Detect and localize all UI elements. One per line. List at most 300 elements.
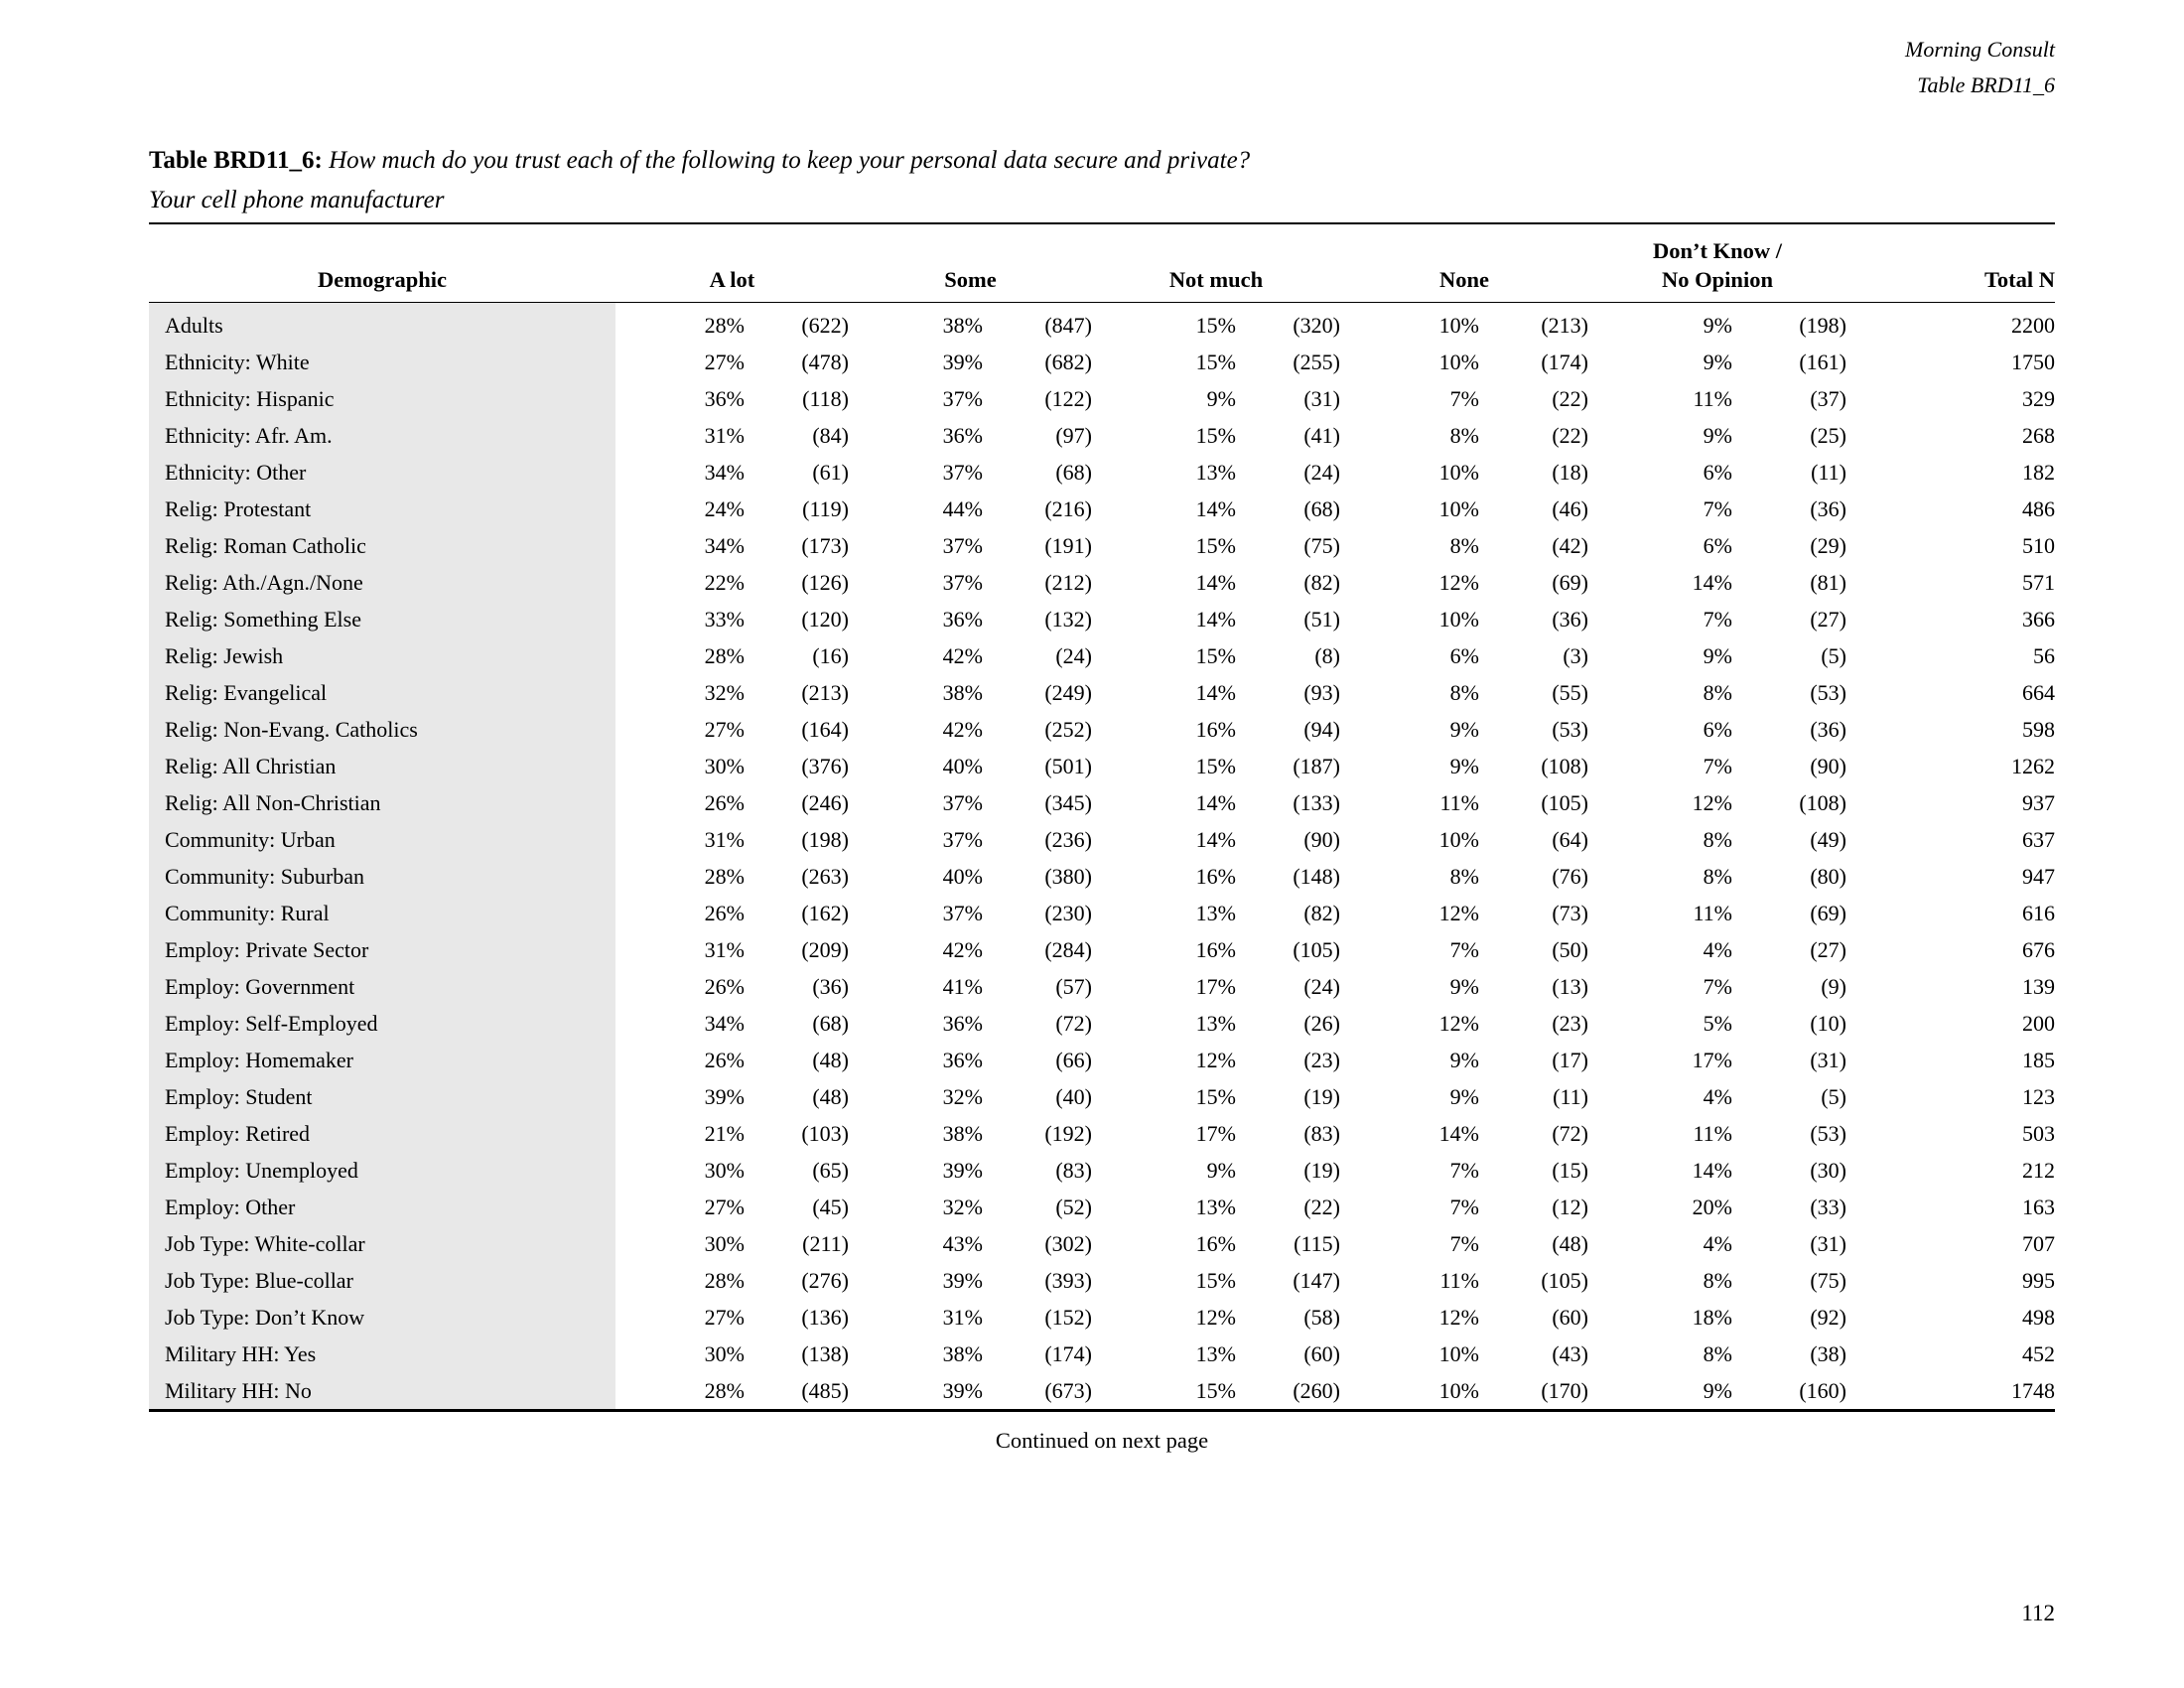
cell-percent: 17% [1692,1048,1732,1072]
table-row [149,858,2055,895]
cell-percent: 10% [1438,1378,1479,1403]
cell-count: (376) [801,754,849,778]
table-row [149,344,2055,380]
cell-percent: 7% [1703,754,1732,778]
cell-count: (16) [812,643,849,668]
cell-percent: 14% [1692,1158,1732,1183]
cell-count: (69) [1810,901,1847,925]
cell-count: (42) [1552,533,1588,558]
cell-percent: 9% [1703,350,1732,374]
cell-percent: 16% [1195,937,1236,962]
cell-percent: 14% [1195,827,1236,852]
cell-percent: 9% [1449,1084,1479,1109]
cell-percent: 28% [704,643,745,668]
cell-total-n: 1750 [2011,350,2056,374]
cell-count: (236) [1044,827,1092,852]
cell-count: (152) [1044,1305,1092,1330]
cell-percent: 7% [1703,607,1732,632]
row-demographic-label: Community: Urban [149,821,615,858]
cell-percent: 27% [704,350,745,374]
table-row [149,1005,2055,1042]
cell-count: (19) [1303,1084,1340,1109]
cell-percent: 7% [1703,496,1732,521]
cell-count: (97) [1055,423,1092,448]
cell-count: (36) [1810,496,1847,521]
cell-percent: 7% [1449,937,1479,962]
table-row [149,748,2055,784]
cell-percent: 9% [1449,1048,1479,1072]
cell-count: (191) [1044,533,1092,558]
cell-percent: 36% [704,386,745,411]
cell-count: (174) [1044,1341,1092,1366]
cell-count: (211) [802,1231,849,1256]
cell-percent: 14% [1195,790,1236,815]
cell-total-n: 707 [2022,1231,2056,1256]
cell-percent: 12% [1438,1011,1479,1036]
header-dont-know-line1: Don’t Know / [1653,238,1783,263]
cell-percent: 34% [704,460,745,485]
cell-percent: 27% [704,717,745,742]
cell-count: (302) [1044,1231,1092,1256]
cell-count: (72) [1552,1121,1588,1146]
cell-count: (92) [1810,1305,1847,1330]
row-demographic-label: Ethnicity: Other [149,454,615,491]
table-header [149,223,2055,303]
cell-percent: 10% [1438,350,1479,374]
cell-percent: 16% [1195,717,1236,742]
cell-count: (119) [802,496,849,521]
cell-percent: 40% [942,754,983,778]
cell-count: (51) [1303,607,1340,632]
cell-count: (55) [1552,680,1588,705]
cell-percent: 9% [1703,423,1732,448]
header-spacer [149,223,615,263]
header-row-main [149,263,2055,303]
cell-percent: 28% [704,864,745,889]
cell-count: (38) [1810,1341,1847,1366]
cell-count: (263) [801,864,849,889]
table-row [149,711,2055,748]
cell-count: (212) [1044,570,1092,595]
table-title-block [149,141,2055,220]
cell-percent: 36% [942,1011,983,1036]
cell-count: (40) [1055,1084,1092,1109]
cell-count: (3) [1563,643,1588,668]
cell-count: (5) [1821,643,1847,668]
cell-percent: 26% [704,901,745,925]
cell-percent: 33% [704,607,745,632]
cell-total-n: 185 [2022,1048,2056,1072]
cell-percent: 8% [1703,1268,1732,1293]
cell-count: (83) [1055,1158,1092,1183]
table-body [149,303,2055,1411]
cell-count: (41) [1303,423,1340,448]
table-row [149,1152,2055,1189]
cell-count: (173) [801,533,849,558]
cell-percent: 9% [1703,1378,1732,1403]
cell-count: (246) [801,790,849,815]
cell-count: (83) [1303,1121,1340,1146]
cell-percent: 26% [704,1048,745,1072]
table-row [149,303,2055,345]
cell-percent: 9% [1449,717,1479,742]
cell-percent: 8% [1449,533,1479,558]
cell-percent: 30% [704,1158,745,1183]
cell-count: (26) [1303,1011,1340,1036]
cell-total-n: 2200 [2011,313,2056,338]
cell-percent: 15% [1195,350,1236,374]
cell-count: (160) [1799,1378,1847,1403]
cell-percent: 7% [1449,1195,1479,1219]
cell-count: (12) [1552,1195,1588,1219]
page-number: 112 [2021,1601,2055,1625]
row-demographic-label: Employ: Government [149,968,615,1005]
cell-total-n: 200 [2022,1011,2056,1036]
cell-count: (105) [1293,937,1340,962]
cell-percent: 11% [1693,386,1732,411]
cell-total-n: 637 [2022,827,2056,852]
table-row [149,637,2055,674]
cell-count: (216) [1044,496,1092,521]
cell-count: (49) [1810,827,1847,852]
cell-count: (27) [1810,937,1847,962]
cell-percent: 7% [1449,1158,1479,1183]
cell-total-n: 163 [2022,1195,2056,1219]
cell-total-n: 329 [2022,386,2056,411]
cell-count: (72) [1055,1011,1092,1036]
cell-count: (22) [1552,386,1588,411]
cell-percent: 28% [704,313,745,338]
cell-percent: 8% [1703,827,1732,852]
cell-percent: 15% [1195,1378,1236,1403]
row-demographic-label: Military HH: Yes [149,1336,615,1372]
row-demographic-label: Relig: Roman Catholic [149,527,615,564]
cell-total-n: 664 [2022,680,2056,705]
cell-count: (393) [1044,1268,1092,1293]
table-row [149,821,2055,858]
cell-count: (284) [1044,937,1092,962]
cell-percent: 31% [704,827,745,852]
cell-count: (36) [1552,607,1588,632]
row-demographic-label: Employ: Retired [149,1115,615,1152]
row-demographic-label: Relig: All Non-Christian [149,784,615,821]
cell-percent: 28% [704,1268,745,1293]
cell-percent: 32% [942,1195,983,1219]
table-row [149,784,2055,821]
cell-count: (213) [801,680,849,705]
cell-percent: 13% [1195,460,1236,485]
cell-count: (673) [1044,1378,1092,1403]
cell-count: (276) [801,1268,849,1293]
table-row [149,1336,2055,1372]
row-demographic-label: Relig: All Christian [149,748,615,784]
header-a-lot: A lot [615,263,849,303]
cell-count: (48) [812,1048,849,1072]
cell-count: (24) [1303,460,1340,485]
cell-count: (10) [1810,1011,1847,1036]
cell-percent: 39% [942,350,983,374]
cell-count: (50) [1552,937,1588,962]
title-question: How much do you trust each of the following to keep your personal data secure and private? [329,147,1251,174]
header-spacer [849,223,1092,263]
cell-percent: 42% [942,717,983,742]
cell-percent: 9% [1703,313,1732,338]
cell-percent: 8% [1703,1341,1732,1366]
cell-percent: 30% [704,1341,745,1366]
cell-count: (105) [1541,1268,1588,1293]
cell-count: (22) [1552,423,1588,448]
cell-count: (31) [1303,386,1340,411]
cell-percent: 15% [1195,313,1236,338]
header-row-top [149,223,2055,263]
cell-count: (64) [1552,827,1588,852]
cell-percent: 38% [942,1121,983,1146]
cell-percent: 11% [1693,901,1732,925]
cell-count: (174) [1541,350,1588,374]
cell-count: (69) [1552,570,1588,595]
cell-count: (187) [1293,754,1340,778]
cell-count: (65) [812,1158,849,1183]
cell-count: (345) [1044,790,1092,815]
cell-percent: 38% [942,1341,983,1366]
cell-percent: 6% [1703,533,1732,558]
table-row [149,1042,2055,1078]
cell-total-n: 452 [2022,1341,2056,1366]
header-spacer [1092,223,1340,263]
cell-percent: 31% [704,423,745,448]
row-demographic-label: Job Type: Don’t Know [149,1299,615,1336]
cell-total-n: 676 [2022,937,2056,962]
cell-percent: 27% [704,1195,745,1219]
cell-count: (249) [1044,680,1092,705]
cell-total-n: 212 [2022,1158,2056,1183]
cell-percent: 6% [1449,643,1479,668]
cell-count: (501) [1044,754,1092,778]
cell-count: (90) [1303,827,1340,852]
cell-percent: 38% [942,680,983,705]
cell-count: (170) [1541,1378,1588,1403]
cell-percent: 34% [704,1011,745,1036]
cell-count: (46) [1552,496,1588,521]
cell-total-n: 510 [2022,533,2056,558]
cell-total-n: 571 [2022,570,2056,595]
cell-count: (48) [1552,1231,1588,1256]
row-demographic-label: Adults [149,303,615,345]
table-row [149,1225,2055,1262]
cell-percent: 13% [1195,901,1236,925]
cell-percent: 14% [1195,570,1236,595]
table-row [149,491,2055,527]
cell-percent: 26% [704,974,745,999]
row-demographic-label: Job Type: White-collar [149,1225,615,1262]
cell-count: (8) [1314,643,1340,668]
cell-count: (53) [1552,717,1588,742]
cell-count: (94) [1303,717,1340,742]
cell-percent: 9% [1449,974,1479,999]
cell-percent: 13% [1195,1195,1236,1219]
cell-percent: 8% [1703,864,1732,889]
cell-percent: 13% [1195,1011,1236,1036]
cell-percent: 39% [704,1084,745,1109]
demographics-table [149,222,2055,1412]
cell-count: (52) [1055,1195,1092,1219]
cell-count: (36) [1810,717,1847,742]
cell-count: (25) [1810,423,1847,448]
cell-percent: 44% [942,496,983,521]
cell-count: (122) [1044,386,1092,411]
cell-count: (192) [1044,1121,1092,1146]
table-row [149,454,2055,491]
cell-count: (108) [1541,754,1588,778]
cell-count: (68) [1303,496,1340,521]
cell-count: (17) [1552,1048,1588,1072]
table-row [149,564,2055,601]
header-not-much: Not much [1092,263,1340,303]
cell-count: (9) [1821,974,1847,999]
cell-percent: 36% [942,423,983,448]
cell-percent: 16% [1195,864,1236,889]
cell-percent: 10% [1438,1341,1479,1366]
row-demographic-label: Community: Rural [149,895,615,931]
cell-percent: 43% [942,1231,983,1256]
cell-count: (68) [1055,460,1092,485]
row-demographic-label: Community: Suburban [149,858,615,895]
row-demographic-label: Relig: Non-Evang. Catholics [149,711,615,748]
cell-count: (29) [1810,533,1847,558]
cell-percent: 12% [1438,570,1479,595]
row-demographic-label: Ethnicity: Afr. Am. [149,417,615,454]
table-reference: Table BRD11_6 [1917,72,2055,97]
cell-percent: 12% [1195,1305,1236,1330]
table-row [149,968,2055,1005]
cell-percent: 8% [1449,864,1479,889]
row-demographic-label: Ethnicity: White [149,344,615,380]
row-demographic-label: Relig: Something Else [149,601,615,637]
cell-count: (136) [801,1305,849,1330]
cell-count: (93) [1303,680,1340,705]
cell-count: (164) [801,717,849,742]
cell-percent: 10% [1438,607,1479,632]
cell-percent: 14% [1195,496,1236,521]
row-demographic-label: Relig: Ath./Agn./None [149,564,615,601]
cell-percent: 37% [942,570,983,595]
cell-count: (57) [1055,974,1092,999]
cell-percent: 16% [1195,1231,1236,1256]
cell-count: (90) [1810,754,1847,778]
cell-count: (45) [812,1195,849,1219]
cell-count: (76) [1552,864,1588,889]
cell-count: (30) [1810,1158,1847,1183]
cell-percent: 31% [942,1305,983,1330]
cell-count: (198) [1799,313,1847,338]
cell-percent: 14% [1195,607,1236,632]
cell-percent: 15% [1195,423,1236,448]
cell-count: (682) [1044,350,1092,374]
table-row [149,380,2055,417]
cell-total-n: 616 [2022,901,2056,925]
cell-count: (13) [1552,974,1588,999]
cell-percent: 36% [942,607,983,632]
cell-count: (24) [1303,974,1340,999]
header-spacer [1846,223,2055,263]
cell-percent: 42% [942,643,983,668]
cell-count: (37) [1810,386,1847,411]
table-row [149,1189,2055,1225]
cell-count: (213) [1541,313,1588,338]
row-demographic-label: Employ: Private Sector [149,931,615,968]
cell-count: (18) [1552,460,1588,485]
cell-total-n: 498 [2022,1305,2056,1330]
cell-percent: 7% [1449,386,1479,411]
cell-percent: 4% [1703,937,1732,962]
cell-total-n: 182 [2022,460,2056,485]
cell-percent: 13% [1195,1341,1236,1366]
cell-percent: 17% [1195,1121,1236,1146]
cell-count: (33) [1810,1195,1847,1219]
cell-percent: 42% [942,937,983,962]
cell-count: (27) [1810,607,1847,632]
cell-count: (380) [1044,864,1092,889]
cell-total-n: 598 [2022,717,2056,742]
brand-name: Morning Consult [1905,37,2055,62]
cell-count: (73) [1552,901,1588,925]
cell-count: (147) [1293,1268,1340,1293]
cell-percent: 32% [704,680,745,705]
cell-count: (622) [801,313,849,338]
cell-count: (108) [1799,790,1847,815]
header-none: None [1340,263,1588,303]
cell-percent: 11% [1439,1268,1479,1293]
cell-count: (133) [1293,790,1340,815]
cell-percent: 11% [1439,790,1479,815]
cell-percent: 37% [942,901,983,925]
cell-count: (84) [812,423,849,448]
cell-percent: 12% [1692,790,1732,815]
cell-count: (36) [812,974,849,999]
running-head [1905,32,2055,103]
table-row [149,674,2055,711]
cell-count: (162) [801,901,849,925]
cell-count: (320) [1293,313,1340,338]
cell-percent: 9% [1206,1158,1236,1183]
row-demographic-label: Employ: Other [149,1189,615,1225]
cell-percent: 10% [1438,827,1479,852]
cell-percent: 12% [1195,1048,1236,1072]
cell-count: (81) [1810,570,1847,595]
cell-percent: 14% [1195,680,1236,705]
table-row [149,1115,2055,1152]
row-demographic-label: Relig: Evangelical [149,674,615,711]
table-row [149,1078,2055,1115]
cell-count: (198) [801,827,849,852]
cell-percent: 4% [1703,1231,1732,1256]
cell-count: (75) [1303,533,1340,558]
cell-percent: 14% [1692,570,1732,595]
row-demographic-label: Employ: Self-Employed [149,1005,615,1042]
cell-percent: 12% [1438,901,1479,925]
cell-count: (252) [1044,717,1092,742]
cell-percent: 31% [704,937,745,962]
table-row [149,895,2055,931]
cell-count: (255) [1293,350,1340,374]
cell-percent: 15% [1195,533,1236,558]
cell-count: (68) [812,1011,849,1036]
cell-percent: 10% [1438,496,1479,521]
cell-total-n: 995 [2022,1268,2056,1293]
cell-percent: 39% [942,1378,983,1403]
cell-count: (53) [1810,680,1847,705]
row-demographic-label: Employ: Unemployed [149,1152,615,1189]
